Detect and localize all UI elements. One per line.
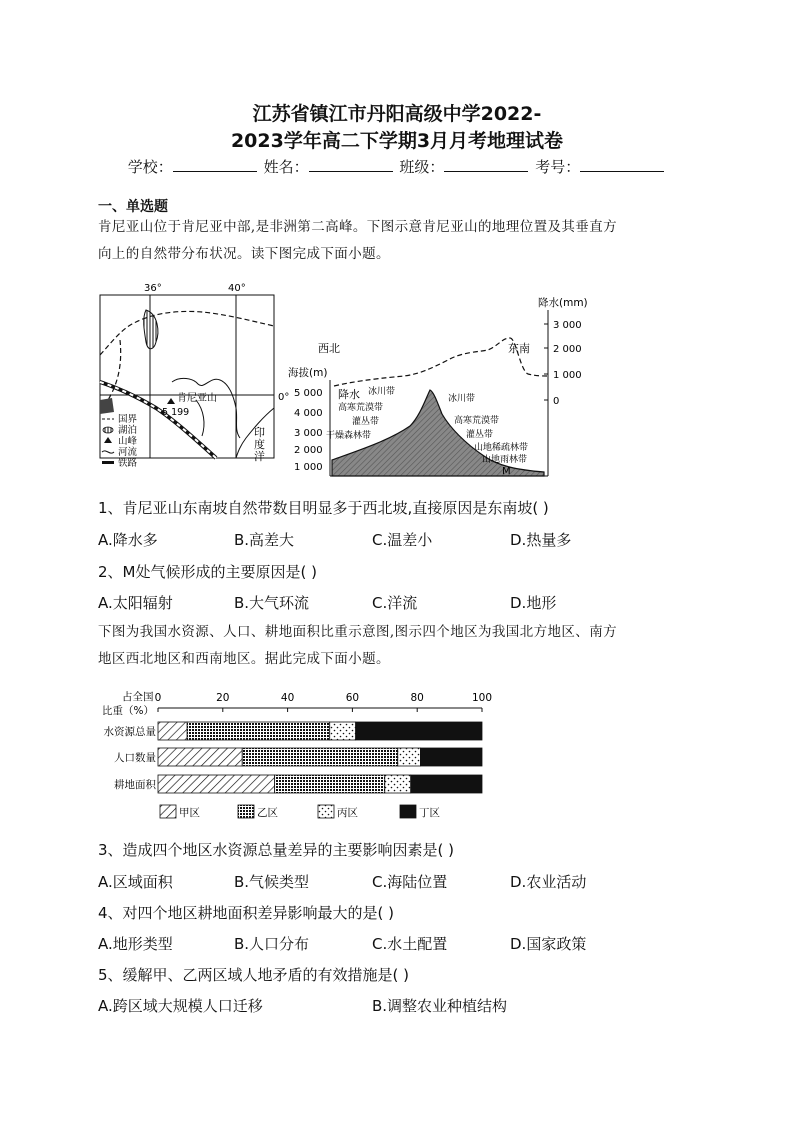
q5-stem: 5、缓解甲、乙两区域人地矛盾的有效措施是( ) [98, 966, 410, 984]
class-label: 班级： [399, 158, 445, 176]
legend-lake: 湖泊 [118, 425, 138, 436]
bar-segment-丁区 [356, 722, 482, 740]
q2-option-b[interactable]: B.大气环流 [234, 594, 310, 612]
x-tick-label: 60 [345, 692, 360, 704]
legend-label: 甲区 [179, 807, 200, 819]
elev-tick-2000: 2 000 [294, 445, 323, 456]
section-title: 一、单选题 [98, 199, 168, 215]
legend-label: 丙区 [337, 807, 358, 819]
ocean-label-2: 度 [254, 438, 265, 451]
nw-zone-alpine-desert: 高寒荒漠带 [338, 403, 384, 413]
q4-option-c[interactable]: C.水土配置 [372, 935, 448, 953]
nw-zone-dry-forest: 干燥森林带 [326, 431, 372, 441]
q5-option-b[interactable]: B.调整农业种植结构 [372, 997, 508, 1015]
student-info-line [0, 156, 794, 177]
bar-segment-甲区 [158, 722, 187, 740]
intro1-line2: 向上的自然带分布状况。读下图完成下面小题。 [98, 246, 390, 262]
exam-no-blank[interactable] [580, 157, 664, 172]
legend-swatch [160, 805, 176, 818]
x-tick-label: 100 [471, 692, 493, 704]
q2-stem: 2、M处气候形成的主要原因是( ) [98, 563, 317, 581]
intro1-line1: 肯尼亚山位于肯尼亚中部,是非洲第二高峰。下图示意肯尼亚山的地理位置及其垂直方 [98, 219, 617, 235]
category-label: 耕地面积 [114, 779, 156, 791]
q2-option-a[interactable]: A.太阳辐射 [98, 594, 173, 612]
elev-axis-title: 海拔(m) [288, 367, 328, 379]
legend-lake-icon [103, 427, 113, 433]
kenya-figure [98, 280, 618, 485]
q4-option-d[interactable]: D.国家政策 [510, 935, 587, 953]
bar-segment-乙区 [275, 775, 385, 793]
intro-paragraph-1 [98, 214, 698, 268]
se-zone-rainforest: 山地雨林带 [482, 455, 528, 465]
se-zone-alpine-desert: 高寒荒漠带 [454, 416, 500, 426]
se-zone-glacier: 冰川带 [448, 394, 476, 404]
bar-segment-丙区 [385, 775, 411, 793]
q1-stem: 1、肯尼亚山东南坡自然带数目明显多于西北坡,直接原因是东南坡( ) [98, 499, 549, 517]
precip-tick-3000: 3 000 [553, 320, 582, 331]
legend-swatch [318, 805, 334, 818]
category-label: 人口数量 [114, 752, 156, 764]
chart-ylabel-line2: 比重（%） [102, 705, 154, 717]
category-label: 水资源总量 [103, 726, 156, 738]
elev-tick-3000: 3 000 [294, 428, 323, 439]
precip-tick-0: 0 [553, 396, 560, 407]
elev-tick-1000: 1 000 [294, 462, 323, 473]
q3-option-d[interactable]: D.农业活动 [510, 873, 587, 891]
legend-label: 乙区 [257, 807, 278, 819]
peak-height: 5 199 [162, 407, 190, 418]
precip-tick-1000: 1 000 [553, 370, 582, 381]
m-label: M [502, 466, 511, 477]
q3-option-a[interactable]: A.区域面积 [98, 873, 173, 891]
legend-railway: 铁路 [118, 458, 138, 469]
se-label: 东南 [508, 342, 530, 355]
intro2-line1: 下图为我国水资源、人口、耕地面积比重示意图,图示四个地区为我国北方地区、南方 [98, 624, 617, 640]
nw-zone-glacier: 冰川带 [368, 387, 396, 397]
ocean-label-1: 印 [254, 426, 265, 439]
school-label: 学校： [127, 158, 173, 176]
legend-label: 丁区 [419, 807, 440, 819]
precip-tick-2000: 2 000 [553, 344, 582, 355]
bar-segment-乙区 [242, 748, 398, 766]
exam-no-label: 考号： [535, 158, 581, 176]
lat-0-label: 0° [278, 392, 290, 403]
name-label: 姓名： [263, 158, 309, 176]
legend-swatch [400, 805, 416, 818]
title-line-1: 江苏省镇江市丹阳高级中学2022- [252, 103, 542, 125]
school-blank[interactable] [173, 157, 257, 172]
bar-segment-丙区 [398, 748, 421, 766]
q3-stem: 3、造成四个地区水资源总量差异的主要影响因素是( ) [98, 841, 455, 859]
x-tick-label: 80 [410, 692, 424, 704]
name-blank[interactable] [309, 157, 393, 172]
x-tick-label: 20 [216, 692, 230, 704]
ocean-label-3: 洋 [254, 450, 265, 463]
bar-segment-乙区 [187, 722, 330, 740]
lake-victoria [100, 398, 114, 414]
legend-border: 国界 [118, 414, 138, 425]
nw-label: 西北 [318, 342, 340, 355]
q1-option-d[interactable]: D.热量多 [510, 531, 572, 549]
q5-option-a[interactable]: A.跨区域大规模人口迁移 [98, 997, 263, 1015]
legend-river: 河流 [118, 447, 138, 458]
bar-segment-甲区 [158, 748, 242, 766]
q1-option-a[interactable]: A.降水多 [98, 531, 158, 549]
q3-option-b[interactable]: B.气候类型 [234, 873, 310, 891]
lon-40-label: 40° [228, 283, 246, 294]
class-blank[interactable] [444, 157, 528, 172]
intro2-line2: 地区西北地区和西南地区。据此完成下面小题。 [98, 651, 390, 667]
title-line-2: 2023学年高二下学期3月月考地理试卷 [230, 130, 564, 152]
intro-paragraph-2 [98, 619, 698, 673]
bar-segment-丁区 [411, 775, 482, 793]
elev-tick-4000: 4 000 [294, 408, 323, 419]
x-tick-label: 40 [280, 692, 295, 704]
q4-option-a[interactable]: A.地形类型 [98, 935, 173, 953]
chart-ylabel-line1: 占全国 [122, 691, 154, 703]
q1-option-b[interactable]: B.高差大 [234, 531, 295, 549]
lon-36-label: 36° [144, 283, 162, 294]
q4-stem: 4、对四个地区耕地面积差异影响最大的是( ) [98, 904, 395, 922]
peak-label: 肯尼亚山 [177, 393, 217, 404]
bar-segment-丙区 [330, 722, 356, 740]
nw-zone-shrub: 灌丛带 [352, 417, 380, 427]
q2-option-d[interactable]: D.地形 [510, 594, 557, 612]
q3-option-c[interactable]: C.海陆位置 [372, 873, 448, 891]
x-tick-label: 0 [154, 692, 162, 704]
q4-option-b[interactable]: B.人口分布 [234, 935, 310, 953]
se-zone-shrub: 灌丛带 [466, 430, 494, 440]
stacked-bar-chart [96, 684, 496, 824]
se-zone-sparse-forest: 山地稀疏林带 [474, 443, 529, 453]
precip-axis-title: 降水(mm) [538, 297, 588, 309]
bar-segment-丁区 [420, 748, 482, 766]
precip-label: 降水 [338, 388, 360, 401]
legend-swatch [238, 805, 254, 818]
elev-tick-5000: 5 000 [294, 388, 323, 399]
q1-option-c[interactable]: C.温差小 [372, 531, 433, 549]
location-map [100, 283, 289, 469]
legend-peak: 山峰 [118, 436, 138, 447]
q2-option-c[interactable]: C.洋流 [372, 594, 418, 612]
bar-segment-甲区 [158, 775, 275, 793]
vertical-zone-profile [288, 296, 588, 477]
